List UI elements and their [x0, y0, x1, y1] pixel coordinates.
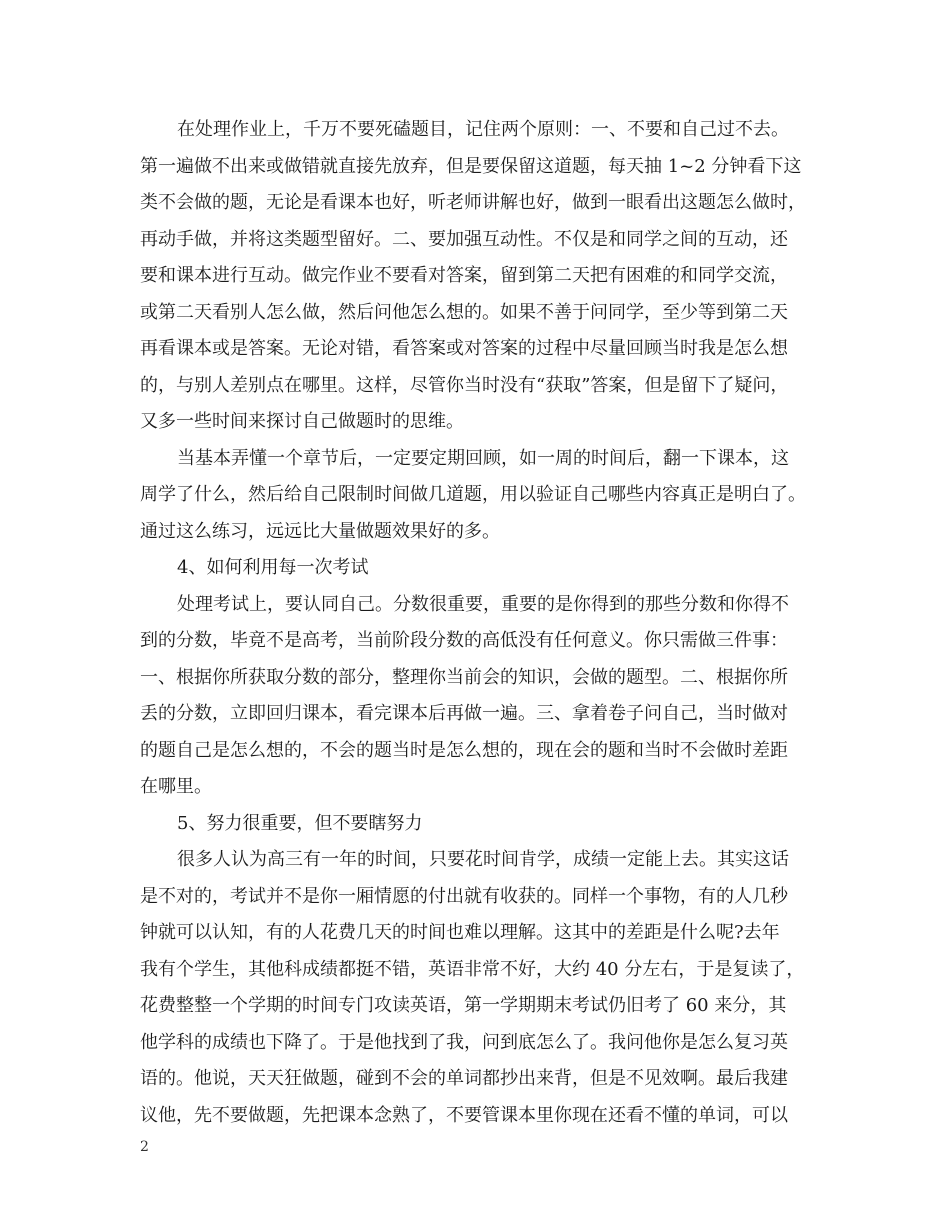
text-line: 或第二天看别人怎么做，然后问他怎么想的。如果不善于问同学，至少等到第二天: [140, 301, 788, 323]
text-line: 花费整整一个学期的时间专门攻读英语，第一学期期末考试仍旧考了 60 来分，其: [140, 995, 787, 1016]
section-heading-5: [140, 806, 820, 843]
text-line: 到的分数，毕竟不是高考，当前阶段分数的高低没有任何意义。你只需做三件事：: [140, 630, 788, 651]
paragraph-effort-example: [140, 842, 820, 1134]
text-line: 语的。他说，天天狂做题，碰到不会的单词都抄出来背，但是不见效啊。最后我建: [140, 1068, 788, 1089]
text-line: 当基本弄懂一个章节后，一定要定期回顾，如一周的时间后，翻一下课本，这: [177, 447, 789, 469]
text-line: 类不会做的题，无论是看课本也好，听老师讲解也好，做到一眼看出这题怎么做时，: [140, 192, 806, 213]
text-line: 的，与别人差别点在哪里。这样，尽管你当时没有“获取”答案，但是留下了疑问，: [140, 374, 789, 396]
text-line: 很多人认为高三有一年的时间，只要花时间肯学，成绩一定能上去。其实这话: [177, 849, 789, 870]
paragraph-exam-handling: [140, 587, 820, 806]
document-body: [140, 112, 820, 1134]
text-line: 我有个学生，其他科成绩都挺不错，英语非常不好，大约 40 分左右，于是复读了，: [140, 958, 805, 980]
paragraph-chapter-review: [140, 441, 820, 551]
text-line: 是不对的，考试并不是你一厢情愿的付出就有收获的。同样一个事物，有的人几秒: [140, 885, 788, 907]
heading-text: 4、如何利用每一次考试: [177, 557, 369, 578]
heading-text: 5、努力很重要，但不要瞎努力: [177, 812, 423, 834]
text-line: 他学科的成绩也下降了。于是他找到了我，问到底怎么了。我问他你是怎么复习英: [140, 1031, 788, 1053]
text-line: 议他，先不要做题，先把课本念熟了，不要管课本里你现在还看不懂的单词，可以: [140, 1104, 788, 1126]
page-number: 2: [140, 1139, 149, 1155]
text-line: 一、根据你所获取分数的部分，整理你当前会的知识，会做的题型。二、根据你所: [140, 666, 788, 688]
text-line: 周学了什么，然后给自己限制时间做几道题，用以验证自己哪些内容真正是明白了。: [140, 484, 806, 505]
text-line: 在哪里。: [140, 776, 212, 797]
text-line: 第一遍做不出来或做错就直接先放弃，但是要保留这道题，每天抽 1~2 分钟看下这: [140, 155, 802, 177]
text-line: 钟就可以认知，有的人花费几天的时间也难以理解。这其中的差距是什么呢?去年: [140, 922, 780, 943]
text-line: 又多一些时间来探讨自己做题时的思维。: [140, 411, 464, 432]
text-line: 丢的分数，立即回归课本，看完课本后再做一遍。三、拿着卷子问自己，当时做对: [140, 703, 788, 724]
text-line: 处理考试上，要认同自己。分数很重要，重要的是你得到的那些分数和你得不: [177, 593, 789, 615]
paragraph-homework-principles: [140, 112, 820, 441]
text-line: 的题自己是怎么想的，不会的题当时是怎么想的，现在会的题和当时不会做时差距: [140, 739, 788, 761]
text-line: 在处理作业上，千万不要死磕题目，记住两个原则：一、不要和自己过不去。: [177, 119, 789, 140]
text-line: 再看课本或是答案。无论对错，看答案或对答案的过程中尽量回顾当时我是怎么想: [140, 338, 788, 359]
section-heading-4: [140, 550, 820, 587]
text-line: 通过这么练习，远远比大量做题效果好的多。: [140, 520, 500, 542]
text-line: 要和课本进行互动。做完作业不要看对答案，留到第二天把有困难的和同学交流，: [140, 265, 788, 286]
text-line: 再动手做，并将这类题型留好。二、要加强互动性。不仅是和同学之间的互动，还: [140, 228, 788, 250]
